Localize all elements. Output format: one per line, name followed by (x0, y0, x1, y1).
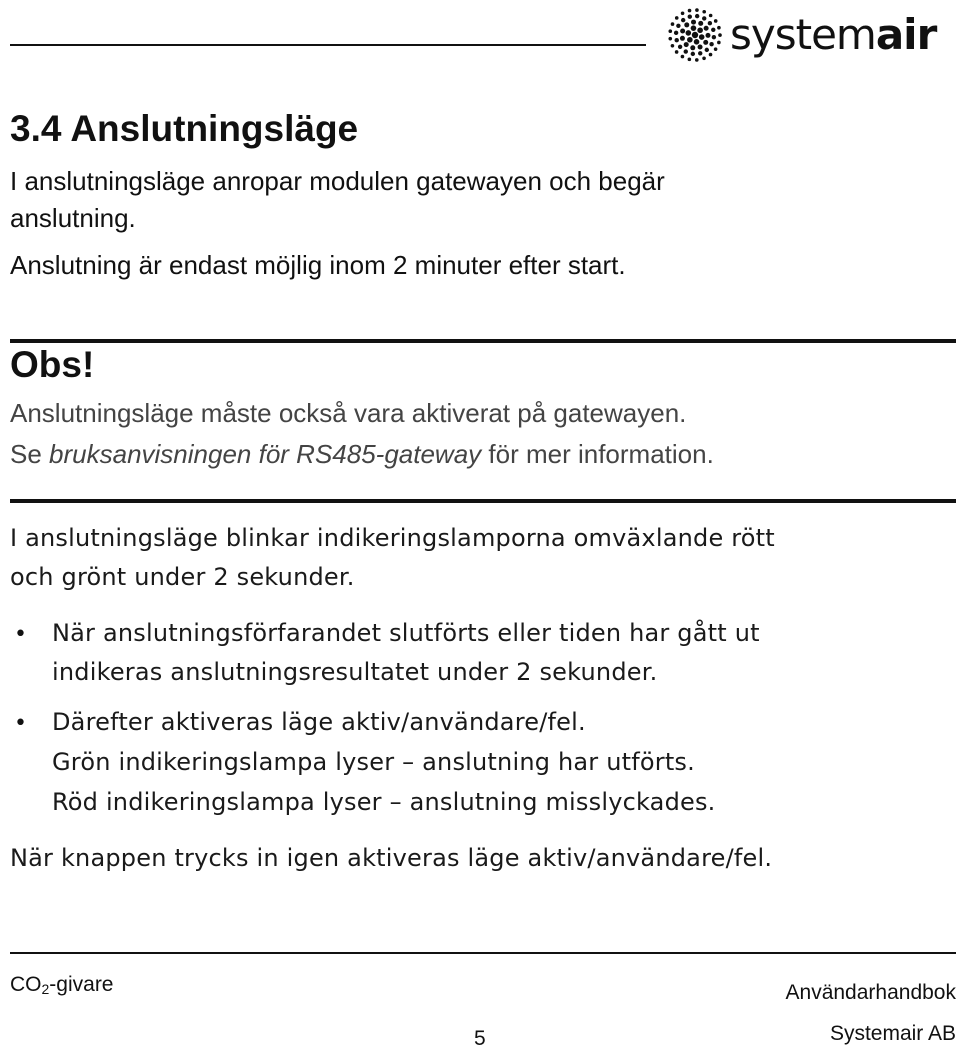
logo-text-light: system (730, 10, 876, 59)
logo-dot (680, 36, 685, 41)
logo-dot (695, 14, 699, 18)
bullet-2-line-2: Grön indikeringslampa lyser – anslutning har utförts. (52, 748, 695, 776)
note-top-rule (10, 339, 956, 343)
logo-dot (702, 10, 706, 14)
logo-dot (698, 51, 702, 55)
logo-dot (703, 40, 708, 45)
footer-product-subscript: 2 (41, 981, 50, 997)
section-title: 3.4 Anslutningsläge (10, 108, 359, 149)
header-rule (10, 44, 646, 46)
footer-product-prefix: CO (10, 973, 42, 996)
logo-dot (698, 44, 703, 49)
note-bottom-rule (10, 499, 956, 503)
intro-line-1: I anslutningsläge anropar modulen gatewayen och begär (10, 166, 665, 196)
logo-dot (694, 39, 700, 45)
logo-dot (709, 42, 713, 46)
systemair-logo (664, 4, 954, 66)
logo-dot (695, 8, 699, 12)
logo-dot (675, 16, 679, 20)
footer-page-number: 5 (474, 1027, 486, 1050)
logo-dot (702, 57, 706, 61)
bullet-2-line-3: Röd indikeringslampa lyser – anslutning misslyckades. (52, 788, 716, 816)
logo-text-bold: air (875, 10, 937, 59)
logo-dot (717, 26, 721, 30)
note-line-2 (10, 433, 714, 475)
footer-doc-type: Användarhandbok (785, 981, 956, 1004)
logo-dot (688, 15, 692, 19)
bullet-1-line-1: När anslutningsförfarandet slutförts eller tiden har gått ut (52, 619, 760, 647)
logo-dot (688, 58, 692, 62)
note-title: Obs! (10, 344, 95, 385)
logo-dot (684, 49, 688, 53)
intro-line-3: Anslutning är endast möjlig inom 2 minuter efter start. (10, 250, 626, 280)
logo-dot (697, 27, 703, 33)
logo-dot (691, 52, 695, 56)
systemair-dot-logo-icon (664, 4, 726, 66)
logo-dot (681, 18, 685, 22)
bullet-2-marker: • (14, 711, 27, 736)
logo-dot (691, 20, 696, 25)
note-line-2-suffix: för mer information. (481, 439, 714, 469)
note-manual-reference: bruksanvisningen för RS485-gateway (49, 439, 482, 469)
logo-dot (671, 44, 675, 48)
logo-dot (705, 48, 709, 52)
logo-dot (714, 47, 718, 51)
logo-dot (690, 45, 695, 50)
logo-dot (692, 32, 698, 38)
logo-dot (714, 19, 718, 23)
logo-dot (712, 35, 716, 39)
logo-dot (678, 45, 682, 49)
note-line-1: Anslutningsläge måste också vara aktiverat på gatewayen. (10, 398, 687, 428)
intro-line-2: anslutning. (10, 203, 136, 233)
logo-dot (699, 34, 705, 40)
logo-dot (695, 58, 699, 62)
bullet-1-line-2: indikeras anslutningsresultatet under 2 sekunder. (52, 658, 658, 686)
logo-dot (717, 41, 721, 45)
logo-dot (675, 50, 679, 54)
bullet-1-marker: • (14, 622, 27, 647)
logo-dot (702, 16, 706, 20)
footer-company: Systemair AB (829, 1022, 956, 1045)
footer-product-suffix: -givare (49, 973, 114, 996)
logo-dot (718, 33, 722, 37)
logo-dot (684, 42, 689, 47)
logo-dot (681, 55, 685, 59)
logo-dot (671, 22, 675, 26)
logo-wordmark (730, 10, 936, 59)
logo-dot (668, 29, 672, 33)
logo-dot (674, 31, 678, 35)
logo-dot (705, 33, 710, 38)
logo-dot (676, 24, 680, 28)
logo-dot (675, 38, 679, 42)
logo-dot (684, 22, 689, 27)
logo-dot (709, 14, 713, 18)
logo-dot (680, 28, 685, 33)
logo-dot (686, 30, 692, 36)
logo-dot (709, 53, 713, 57)
final-line: När knappen trycks in igen aktiveras läge aktiv/användare/fel. (10, 844, 773, 872)
para1-line-1: I anslutningsläge blinkar indikeringslamporna omväxlande rött (10, 524, 775, 552)
para1-line-2: och grönt under 2 sekunder. (10, 563, 355, 591)
logo-dot (688, 9, 692, 13)
logo-dot (681, 12, 685, 16)
logo-dot (704, 26, 709, 31)
logo-dot (687, 37, 693, 43)
bullet-2-line-1: Därefter aktiveras läge aktiv/användare/fel. (52, 708, 586, 736)
logo-dot (691, 25, 697, 31)
logo-dot (711, 28, 715, 32)
logo-dot (698, 21, 703, 26)
footer-product (10, 973, 114, 997)
logo-dot (668, 37, 672, 41)
footer-rule (10, 952, 956, 954)
logo-dot (708, 21, 712, 25)
note-line-2-prefix: Se (10, 439, 50, 469)
